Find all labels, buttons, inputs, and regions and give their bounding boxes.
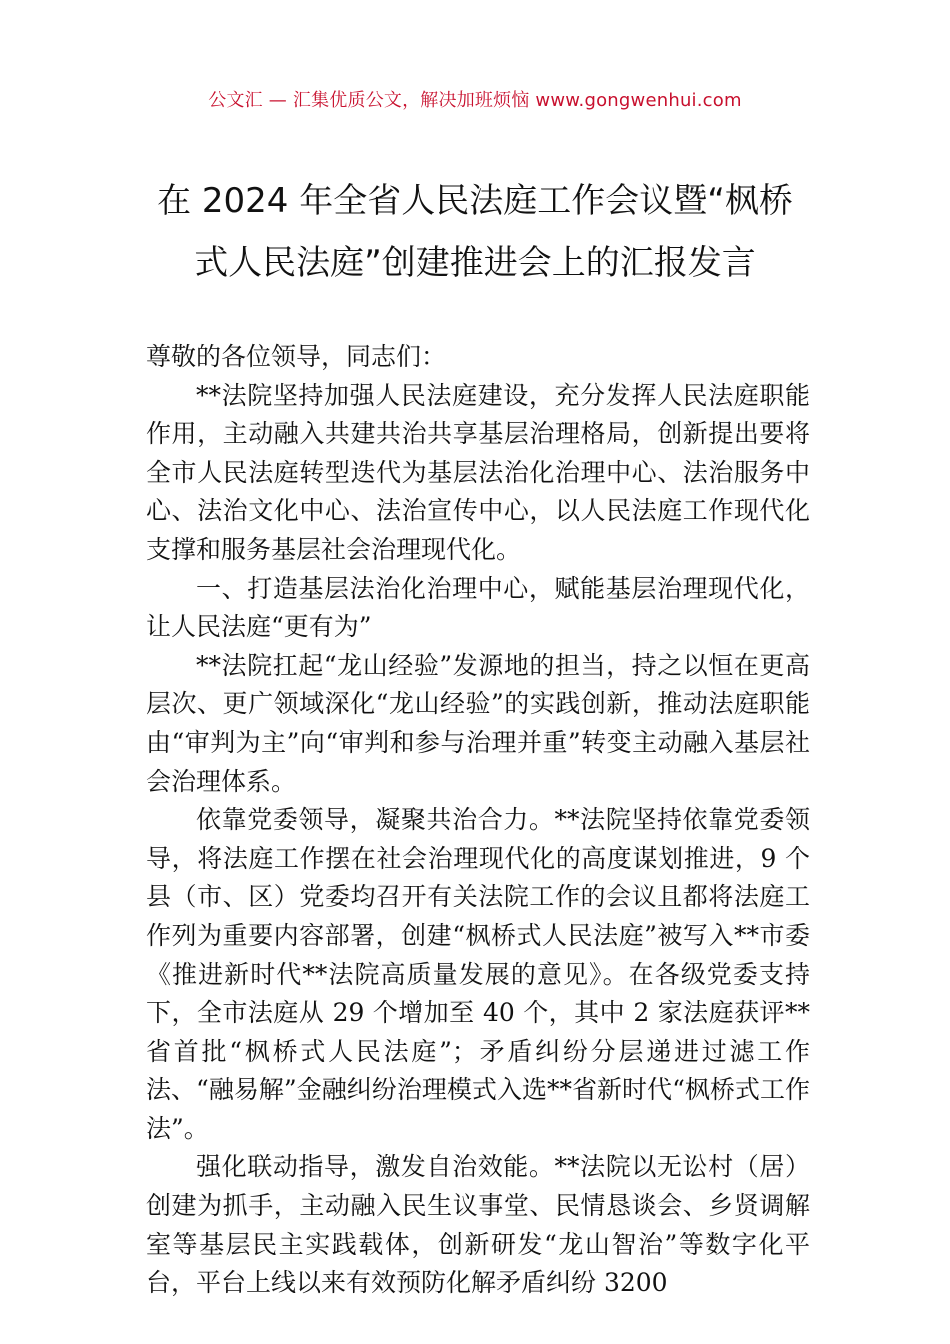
title-line-1: 在 2024 年全省人民法庭工作会议暨“枫桥 xyxy=(157,181,793,221)
paragraph-longshan: **法院扛起“龙山经验”发源地的担当，持之以恒在更高层次、更广领域深化“龙山经验”的实践创新，推动法庭职能由“审判为主”向“审判和参与治理并重”转变主动融入基层社会治理体系。 xyxy=(146,650,810,796)
document-title xyxy=(120,170,830,294)
paragraph-intro: **法院坚持加强人民法庭建设，充分发挥人民法庭职能作用，主动融入共建共治共享基层治理格局，创新提出要将全市人民法庭转型迭代为基层法治化治理中心、法治服务中心、法治文化中心、法治宣传中心，以人民法庭工作现代化支撑和服务基层社会治理现代化。 xyxy=(146,380,810,564)
paragraph-linkage-guidance: 强化联动指导，激发自治效能。**法院以无讼村（居）创建为抓手，主动融入民生议事堂、民情恳谈会、乡贤调解室等基层民主实践载体，创新研发“龙山智治”等数字化平台，平台上线以来有效预防化解矛盾纠纷 3200 xyxy=(146,1152,810,1298)
header-banner: 公文汇 — 汇集优质公文，解决加班烦恼 www.gongwenhui.com xyxy=(208,90,742,111)
title-line-2: 式人民法庭”创建推进会上的汇报发言 xyxy=(194,243,756,283)
document-body xyxy=(146,338,810,1303)
paragraph-party-leadership: 依靠党委领导，凝聚共治合力。**法院坚持依靠党委领导，将法庭工作摆在社会治理现代化的高度谋划推进，9 个县（市、区）党委均召开有关法院工作的会议且都将法庭工作列为重要内容部署，创建“枫桥式人民法庭”被写入**市委《推进新时代**法院高质量发展的意见》。在各级党委支持下，全市法庭从 29 个增加至 40 个，其中 2 家法庭获评**省首批“枫桥式人民法庭”；矛盾纠纷分层递进过滤工作法、“融易解”金融纠纷治理模式入选**省新时代“枫桥式工作法”。 xyxy=(146,805,810,1143)
salutation: 尊敬的各位领导，同志们： xyxy=(146,342,447,371)
section-heading-1: 一、打造基层法治化治理中心，赋能基层治理现代化，让人民法庭“更有为” xyxy=(146,573,810,642)
